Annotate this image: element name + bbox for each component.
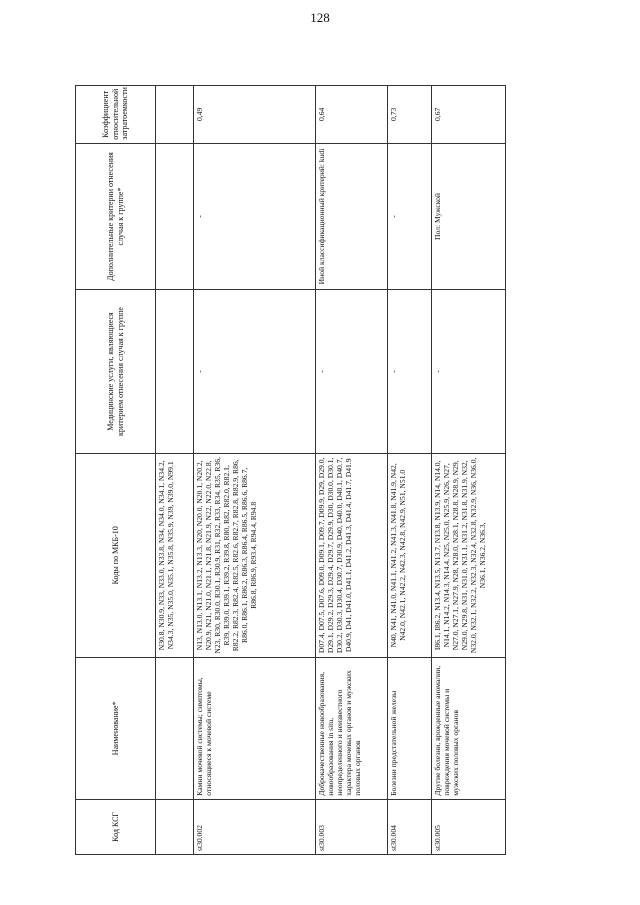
cell-criteria	[156, 143, 194, 290]
table-row	[432, 86, 506, 855]
cell-coef	[156, 86, 194, 144]
cell-coef: 0,67	[432, 86, 506, 144]
cell-services: -	[194, 290, 316, 453]
header-coef: Коэффициент относительной затратоемкости	[76, 86, 156, 144]
header-name: Наименование*	[76, 657, 156, 799]
cell-criteria: -	[388, 143, 432, 290]
cell-code: st30.004	[388, 799, 432, 854]
header-services: Медицинские услуги, являющиеся критерием отнесения случая к группе	[76, 290, 156, 453]
table-row	[388, 86, 432, 855]
cell-coef: 0,64	[316, 86, 388, 144]
cell-criteria: Пол: Мужской	[432, 143, 506, 290]
cell-services: -	[388, 290, 432, 453]
page-number: 128	[310, 10, 330, 25]
cell-code	[156, 799, 194, 854]
ksg-table	[75, 85, 506, 855]
header-criteria: Дополнительные критерии отнесения случая к группе*	[76, 143, 156, 290]
cell-criteria: -	[194, 143, 316, 290]
cell-name: Доброкачественные новообразования, новообразования in situ, неопределенного и неизвестного характера мочевых органов и мужских половых органов	[316, 657, 388, 799]
cell-code: st30.005	[432, 799, 506, 854]
cell-name: Болезни предстательной железы	[388, 657, 432, 799]
cell-mkb: I86.1, I86.2, N13.4, N13.5, N13.7, N13.8, N13.9, N14, N14.0, N14.1, N14.2, N14.3, N14.4, N25, N25.0, N25.9, N26, N27, N27.0, N27.1, N27.9, N28, N28.0, N28.1, N28.8, N28.9, N29, N29.0, N29.8, N31, N31.0, N31.1, N31.2, N31.8, N31.9, N32, N32.0, N32.1, N32.2, N32.3, N32.4, N32.8, N32.9, N36, N36.0, N36.1, N36.2, N36.3,	[432, 453, 506, 657]
cell-services: -	[432, 290, 506, 453]
rotated-table-container	[75, 85, 505, 855]
cell-services: -	[316, 290, 388, 453]
cell-criteria: Иной классификационный критерий: kudi	[316, 143, 388, 290]
cell-services	[156, 290, 194, 453]
cell-name	[156, 657, 194, 799]
cell-code: st30.003	[316, 799, 388, 854]
cell-coef: 0,73	[388, 86, 432, 144]
table-row	[156, 86, 194, 855]
cell-name: Другие болезни, врожденные аномалии, повреждения мочевой системы и мужских половых органов	[432, 657, 506, 799]
table-row	[316, 86, 388, 855]
header-mkb: Коды по МКБ-10	[76, 453, 156, 657]
cell-coef: 0,49	[194, 86, 316, 144]
cell-name: Камни мочевой системы; симптомы, относящиеся к мочевой системе	[194, 657, 316, 799]
table-header-row	[76, 86, 156, 855]
cell-mkb: N30.8, N30.9, N33, N33.0, N33.8, N34, N34.0, N34.1, N34.2, N34.3, N35, N35.0, N35.1, N35.8, N35.9, N39, N39.0, N99.1	[156, 453, 194, 657]
cell-mkb: N40, N41, N41.0, N41.1, N41.2, N41.3, N41.8, N41.9, N42, N42.0, N42.1, N42.2, N42.3, N42.8, N42.9, N51, N51.0	[388, 453, 432, 657]
header-code: Код КСГ	[76, 799, 156, 854]
cell-mkb: D07.4, D07.5, D07.6, D09.0, D09.1, D09.7, D09.9, D29, D29.0, D29.1, D29.2, D29.3, D29.4, D29.7, D29.9, D30, D30.0, D30.1, D30.2, D30.3, D30.4, D30.7, D30.9, D40, D40.0, D40.1, D40.7, D40.9, D41, D41.0, D41.1, D41.2, D41.3, D41.4, D41.7, D41.9	[316, 453, 388, 657]
table-row	[194, 86, 316, 855]
cell-code: st30.002	[194, 799, 316, 854]
cell-mkb: N13, N13.0, N13.1, N13.2, N13.3, N20, N20.0, N20.1, N20.2, N20.9, N21, N21.0, N21.1, N21.8, N21.9, N22, N22.0, N22.8, N23, R30, R30.0, R30.1, R30.9, R31, R32, R33, R34, R35, R36, R39, R39.0, R39.1, R39.2, R39.8, R80, R82, R82.0, R82.1, R82.2, R82.3, R82.4, R82.5, R82.6, R82.7, R82.8, R82.9, R86, R86.0, R86.1, R86.2, R86.3, R86.4, R86.5, R86.6, R86.7, R86.8, R86.9, R93.4, R94.4, R94.8	[194, 453, 316, 657]
